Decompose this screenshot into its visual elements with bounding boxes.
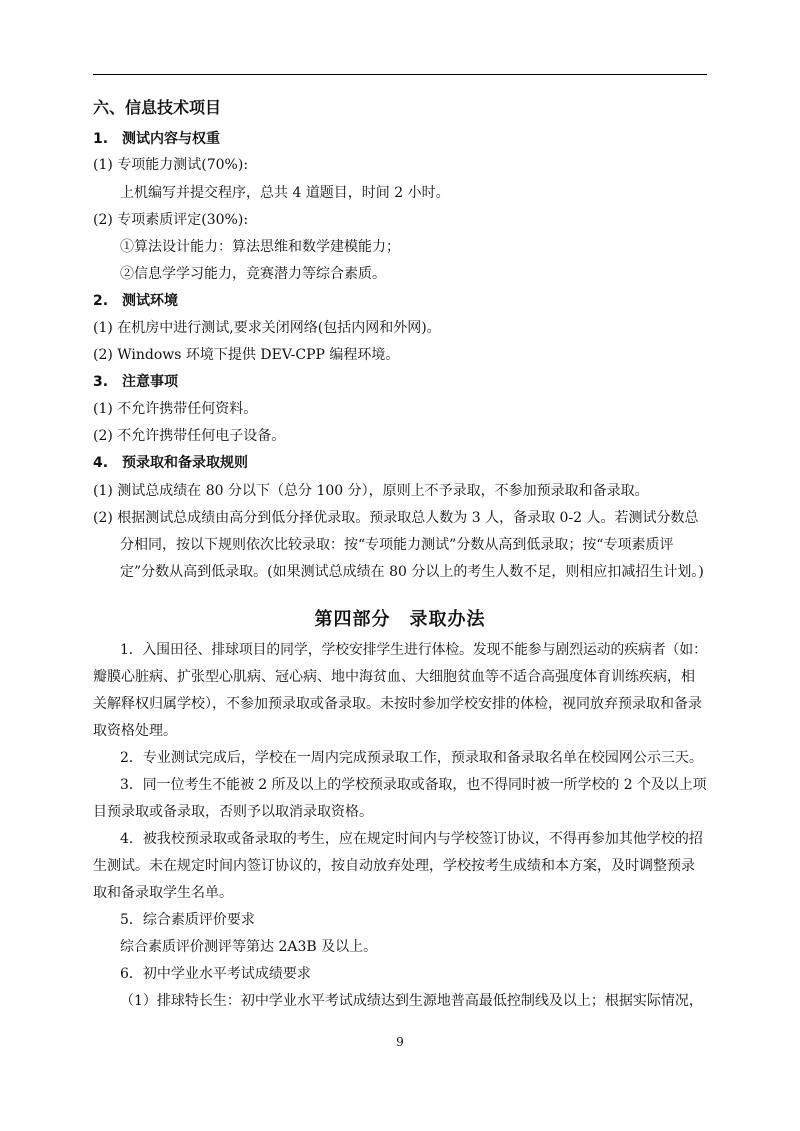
paragraph: (1) 不允许携带任何资料。 (93, 401, 258, 417)
subsection-heading: 1. 测试内容与权重 (93, 131, 221, 147)
paragraph: ①算法设计能力：算法思维和数学建模能力； (120, 239, 400, 255)
paragraph: 上机编写并提交程序，总共 4 道题目，时间 2 小时。 (120, 185, 450, 201)
paragraph: 生测试。未在规定时间内签订协议的，按自动放弃处理，学校按考生成绩和本方案，及时调整预录 (93, 858, 695, 874)
paragraph: 4．被我校预录取或备录取的考生，应在规定时间内与学校签订协议，不得再参加其他学校的招 (120, 831, 703, 847)
paragraph: 取资格处理。 (93, 723, 177, 739)
page-number: 9 (396, 1035, 404, 1049)
paragraph: (1) 在机房中进行测试,要求关闭网络(包括内网和外网)。 (93, 320, 441, 336)
paragraph: 1．入围田径、排球项目的同学，学校安排学生进行体检。发现不能参与剧烈运动的疾病者（如： (120, 642, 707, 658)
paragraph: 3．同一位考生不能被 2 所及以上的学校预录取或备取，也不得同时被一所学校的 2 个及以上项 (120, 777, 707, 793)
paragraph: 6．初中学业水平考试成绩要求 (120, 966, 311, 982)
paragraph: 关解释权归属学校），不参加预录取或备录取。未按时参加学校安排的体检，视同放弃预录取和备录 (93, 696, 702, 712)
paragraph: (1) 专项能力测试(70%): (93, 157, 249, 173)
subsection-heading: 2. 测试环境 (93, 293, 179, 309)
paragraph: (2) 根据测试总成绩由高分到低分择优录取。预录取总人数为 3 人，备录取 0-2 人。若测试分数总 (93, 510, 699, 526)
paragraph: 瓣膜心脏病、扩张型心肌病、冠心病、地中海贫血、大细胞贫血等不适合高强度体育训练疾病，相 (93, 669, 695, 685)
paragraph: 定”分数从高到低录取。(如果测试总成绩在 80 分以上的考生人数不足，则相应扣减招生计划。) (120, 564, 704, 580)
paragraph: 2．专业测试完成后，学校在一周内完成预录取工作，预录取和备录取名单在校园网公示三天。 (120, 750, 703, 766)
subsection-heading: 3. 注意事项 (93, 374, 179, 390)
paragraph: 综合素质评价测评等第达 2A3B 及以上。 (120, 939, 378, 955)
paragraph: (2) 专项素质评定(30%): (93, 212, 249, 228)
paragraph: (2) 不允许携带任何电子设备。 (93, 428, 286, 444)
header-rule (93, 74, 707, 75)
paragraph: 5．综合素质评价要求 (120, 912, 255, 928)
part-title: 第四部分 录取办法 (314, 609, 486, 630)
paragraph: ②信息学学习能力，竞赛潜力等综合素质。 (120, 266, 386, 282)
paragraph: 取和备录取学生名单。 (93, 885, 233, 901)
subsection-heading: 4. 预录取和备录取规则 (93, 455, 249, 471)
paragraph: (1) 测试总成绩在 80 分以下（总分 100 分），原则上不予录取，不参加预录取和备录取。 (93, 483, 649, 499)
paragraph: （1）排球特长生：初中学业水平考试成绩达到生源地普高最低控制线及以上；根据实际情况， (120, 993, 703, 1009)
paragraph: (2) Windows 环境下提供 DEV-CPP 编程环境。 (93, 347, 400, 363)
paragraph: 目预录取或备录取，否则予以取消录取资格。 (93, 804, 373, 820)
paragraph: 分相同，按以下规则依次比较录取：按“专项能力测试”分数从高到低录取；按“专项素质评 (120, 537, 674, 553)
section-title: 六、信息技术项目 (93, 98, 222, 117)
